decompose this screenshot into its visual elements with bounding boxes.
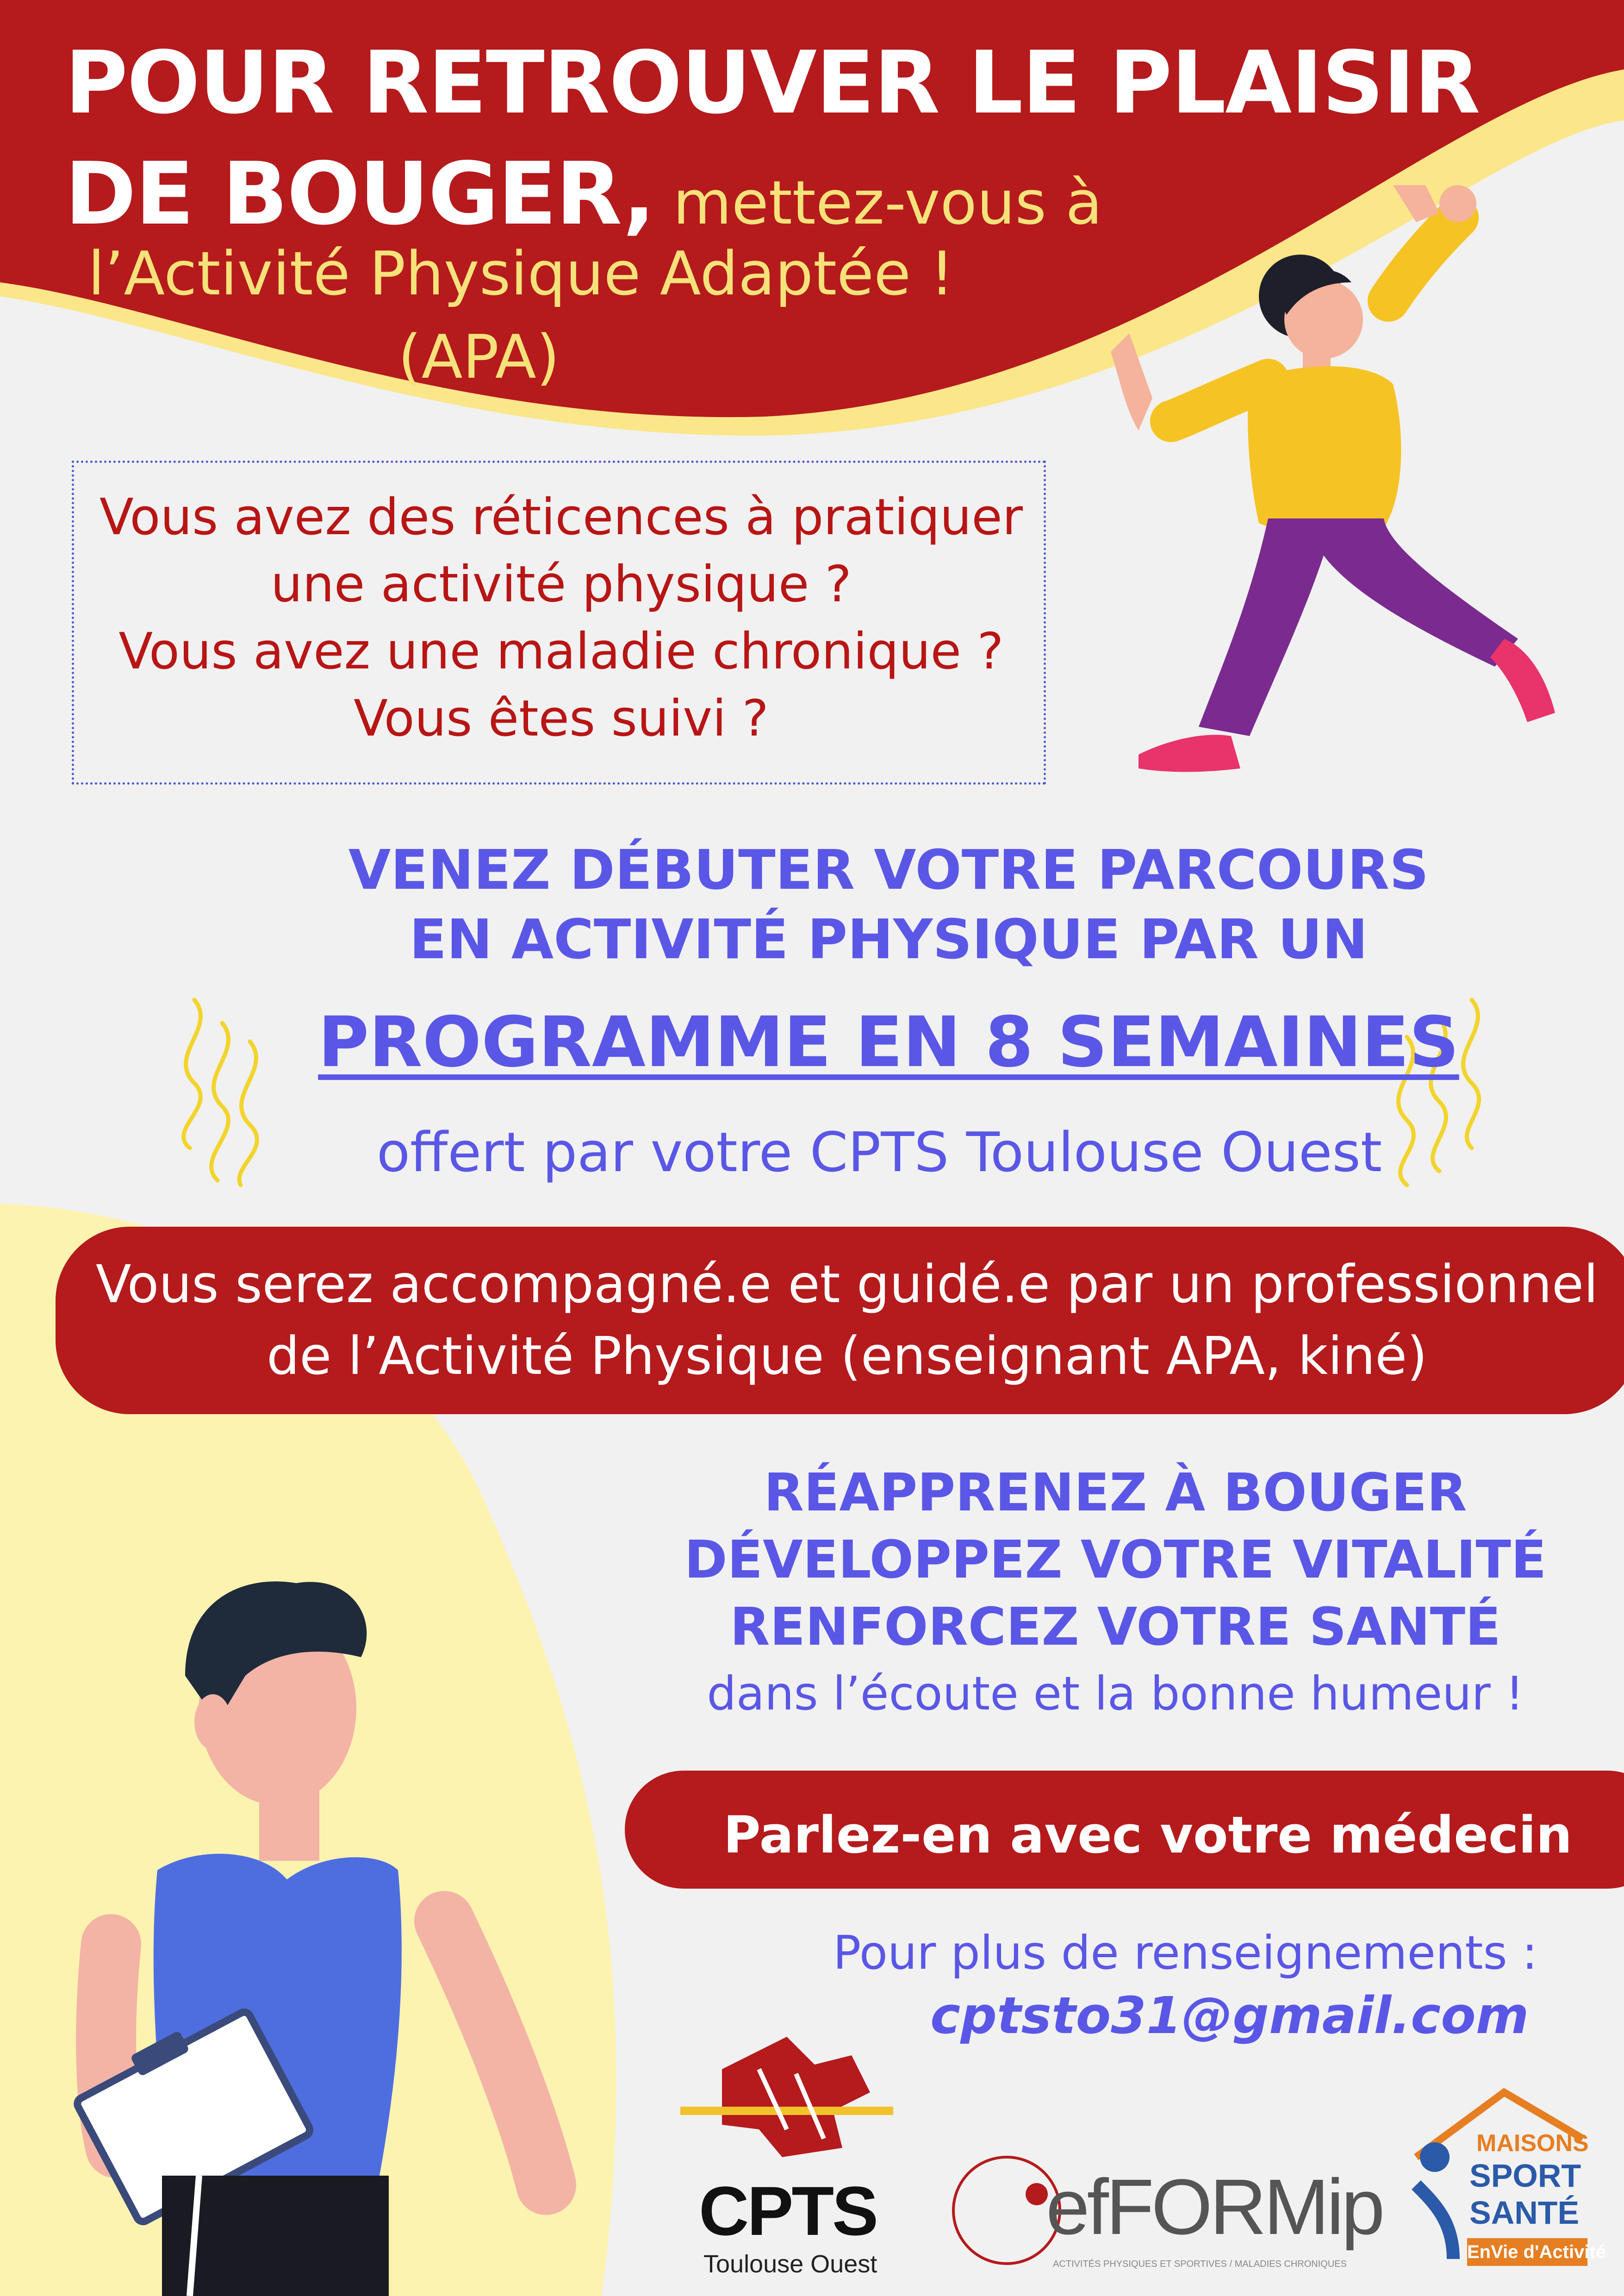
maisons-logo-line3: SANTÉ [1469, 2195, 1580, 2231]
efformip-logo-tagline: ACTIVITÉS PHYSIQUES ET SPORTIVES / MALADIES CHRONIQUES [1053, 2259, 1347, 2269]
cpts-logo-subtitle: Toulouse Ouest [703, 2250, 877, 2278]
question-line: Vous avez des réticences à pratiquer [99, 488, 1023, 546]
poster-subtitle-apa: l’Activité Physique Adaptée ! [88, 238, 954, 309]
question-line: Vous avez une maladie chronique ? [118, 623, 1004, 680]
maisons-logo-tagline: EnVie d'Activité [1467, 2238, 1587, 2266]
offered-by: offert par votre CPTS Toulouse Ouest [376, 1120, 1382, 1184]
intro-line2: EN ACTIVITÉ PHYSIQUE PAR UN [409, 907, 1368, 971]
intro-line1: VENEZ DÉBUTER VOTRE PARCOURS [348, 838, 1429, 902]
efformip-logo-name: efFORMip [1046, 2163, 1382, 2251]
banner-line2: de l’Activité Physique (enseignant APA, kiné) [267, 1326, 1427, 1386]
goal-line: DÉVELOPPEZ VOTRE VITALITÉ [684, 1530, 1547, 1590]
program-headline: PROGRAMME EN 8 SEMAINES [318, 1002, 1459, 1083]
maisons-logo-line1: MAISONS [1476, 2130, 1589, 2157]
contact-email-link[interactable]: cptsto31@gmail.com [930, 1986, 1529, 2045]
cpts-logo-name: CPTS [699, 2172, 877, 2250]
question-line: une activité physique ? [271, 555, 852, 613]
questions-box [72, 461, 1046, 785]
banner-line1: Vous serez accompagné.e et guidé.e par un professionnel [95, 1254, 1599, 1315]
goals-tagline: dans l’écoute et la bonne humeur ! [707, 1666, 1524, 1721]
goal-line: RENFORCEZ VOTRE SANTÉ [730, 1597, 1501, 1657]
poster-title-line2-bold: DE BOUGER, [65, 144, 655, 244]
maisons-logo-line2: SPORT [1469, 2158, 1581, 2194]
efformip-logo-icon [953, 2157, 1060, 2264]
contact-label: Pour plus de renseignements : [833, 1926, 1538, 1980]
cpts-logo-icon [680, 2037, 893, 2157]
poster-title-line1: POUR RETROUVER LE PLAISIR [65, 32, 1480, 133]
poster-title-line2-suffix: mettez-vous à [673, 168, 1102, 238]
cta-doctor: Parlez-en avec votre médecin [723, 1805, 1573, 1865]
poster-title-line2 [65, 144, 1102, 244]
question-line: Vous êtes suivi ? [354, 690, 769, 748]
goal-line: RÉAPPRENEZ À BOUGER [764, 1463, 1467, 1523]
poster-subtitle-apa-acronym: (APA) [398, 322, 560, 392]
